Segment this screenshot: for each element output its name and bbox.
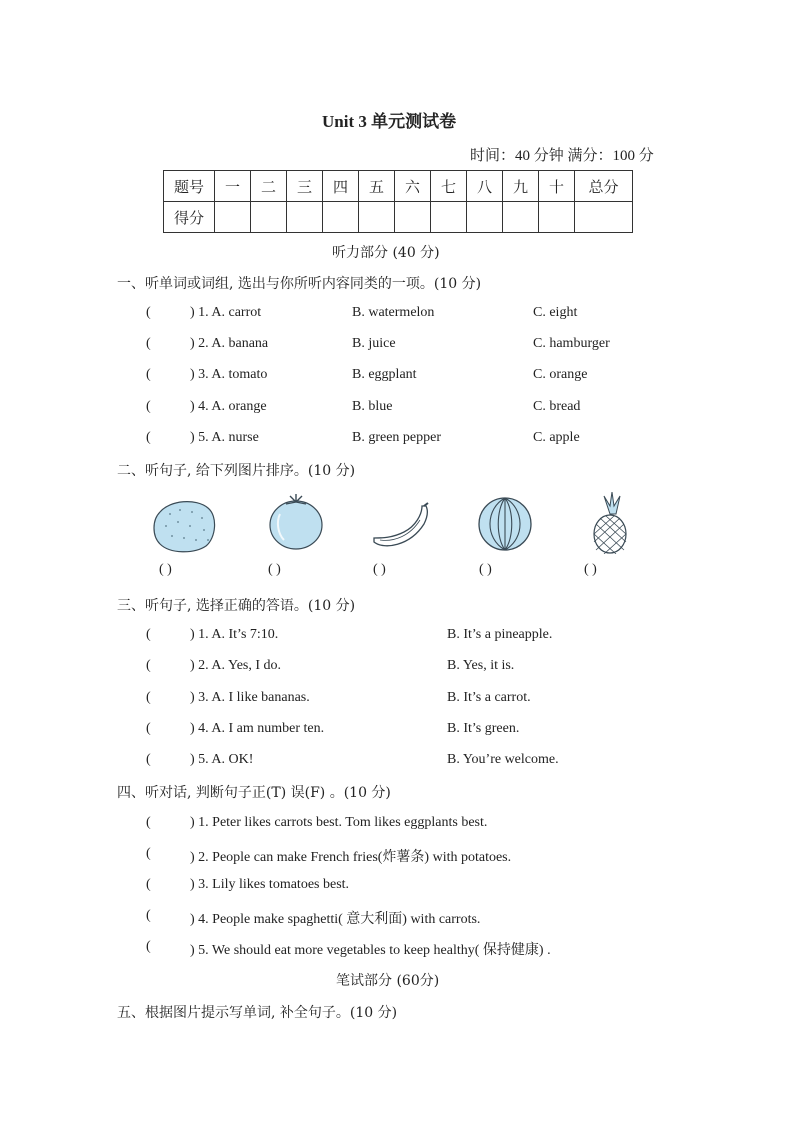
answer-paren[interactable]: ( <box>146 815 151 830</box>
statement-text: ) 1. Peter likes carrots best. Tom likes eggplants best. <box>190 815 488 830</box>
answer-paren[interactable]: ( <box>146 305 151 320</box>
question-option-b: B. watermelon <box>352 305 435 320</box>
question-option-a: ) 4. A. I am number ten. <box>190 721 325 736</box>
section-heading-writing: 笔试部分 (60分) <box>336 973 440 989</box>
answer-paren[interactable]: ( <box>146 877 151 892</box>
question-option-b: B. blue <box>352 399 393 414</box>
answer-paren[interactable]: ( <box>146 430 151 445</box>
table-cell: 二 <box>251 171 287 202</box>
statement-text: ) 5. We should eat more vegetables to keep healthy( 保持健康) . <box>190 943 551 958</box>
question-option-a: ) 2. A. banana <box>190 336 269 351</box>
banana-icon <box>370 502 432 552</box>
question-option-a: ) 3. A. I like bananas. <box>190 690 310 705</box>
pineapple-icon <box>590 492 630 554</box>
statement-text: ) 2. People can make French fries(炸薯条) with potatoes. <box>190 850 512 865</box>
answer-paren[interactable]: ( <box>146 399 151 414</box>
score-table-score-row <box>164 202 633 233</box>
question-option-a: ) 5. A. nurse <box>190 430 259 445</box>
score-input-cell[interactable] <box>431 202 467 233</box>
question-option-c: C. hamburger <box>533 336 610 351</box>
watermelon-icon <box>476 494 534 552</box>
part4-instruction: 四、听对话, 判断句子正(T) 误(F) 。(10 分) <box>117 785 391 801</box>
picture-order-paren[interactable]: ( ) <box>584 562 597 577</box>
statement-text: ) 4. People make spaghetti( 意大利面) with carrots. <box>190 912 481 927</box>
answer-paren[interactable]: ( <box>146 846 151 861</box>
score-input-cell[interactable] <box>395 202 431 233</box>
question-option-b: B. It’s a carrot. <box>447 690 531 705</box>
score-table-header-row <box>164 171 633 202</box>
table-cell: 九 <box>503 171 539 202</box>
time-info: 时间：40 分钟 满分：100 分 <box>470 148 654 164</box>
answer-paren[interactable]: ( <box>146 336 151 351</box>
question-option-b: B. Yes, it is. <box>447 658 515 673</box>
table-cell: 三 <box>287 171 323 202</box>
question-option-c: C. orange <box>533 367 588 382</box>
picture-order-paren[interactable]: ( ) <box>479 562 492 577</box>
question-option-c: C. apple <box>533 430 580 445</box>
question-option-c: C. eight <box>533 305 578 320</box>
question-option-a: ) 1. A. carrot <box>190 305 262 320</box>
table-cell: 十 <box>539 171 575 202</box>
answer-paren[interactable]: ( <box>146 367 151 382</box>
question-option-a: ) 4. A. orange <box>190 399 267 414</box>
table-cell: 题号 <box>164 171 215 202</box>
question-option-a: ) 2. A. Yes, I do. <box>190 658 282 673</box>
picture-order-paren[interactable]: ( ) <box>373 562 386 577</box>
question-option-b: B. juice <box>352 336 396 351</box>
table-cell: 四 <box>323 171 359 202</box>
table-cell: 五 <box>359 171 395 202</box>
score-input-cell[interactable] <box>359 202 395 233</box>
table-cell: 一 <box>215 171 251 202</box>
page-title: Unit 3 单元测试卷 <box>322 112 457 131</box>
picture-order-paren[interactable]: ( ) <box>159 562 172 577</box>
score-input-cell[interactable] <box>503 202 539 233</box>
question-option-b: B. green pepper <box>352 430 442 445</box>
table-cell: 总分 <box>575 171 633 202</box>
score-input-cell[interactable] <box>287 202 323 233</box>
table-cell: 六 <box>395 171 431 202</box>
score-input-cell[interactable] <box>539 202 575 233</box>
section-heading-listening: 听力部分 (40 分) <box>332 245 440 261</box>
tomato-icon <box>266 492 326 552</box>
part5-instruction: 五、根据图片提示写单词, 补全句子。(10 分) <box>117 1005 398 1021</box>
question-option-a: ) 3. A. tomato <box>190 367 268 382</box>
potato-icon <box>152 498 218 554</box>
score-table <box>163 170 633 233</box>
score-input-cell[interactable] <box>575 202 633 233</box>
question-option-a: ) 5. A. OK! <box>190 752 254 767</box>
question-option-c: C. bread <box>533 399 581 414</box>
question-option-b: B. eggplant <box>352 367 417 382</box>
question-option-a: ) 1. A. It’s 7:10. <box>190 627 279 642</box>
picture-order-paren[interactable]: ( ) <box>268 562 281 577</box>
answer-paren[interactable]: ( <box>146 690 151 705</box>
answer-paren[interactable]: ( <box>146 658 151 673</box>
score-input-cell[interactable] <box>215 202 251 233</box>
question-option-b: B. It’s green. <box>447 721 520 736</box>
score-input-cell[interactable] <box>251 202 287 233</box>
score-input-cell[interactable] <box>323 202 359 233</box>
answer-paren[interactable]: ( <box>146 908 151 923</box>
answer-paren[interactable]: ( <box>146 721 151 736</box>
part3-instruction: 三、听句子, 选择正确的答语。(10 分) <box>117 598 356 614</box>
table-cell: 七 <box>431 171 467 202</box>
score-input-cell[interactable] <box>467 202 503 233</box>
answer-paren[interactable]: ( <box>146 939 151 954</box>
table-cell: 得分 <box>164 202 215 233</box>
question-option-b: B. It’s a pineapple. <box>447 627 553 642</box>
question-option-b: B. You’re welcome. <box>447 752 559 767</box>
answer-paren[interactable]: ( <box>146 627 151 642</box>
part1-instruction: 一、听单词或词组, 选出与你所听内容同类的一项。(10 分) <box>117 276 482 292</box>
answer-paren[interactable]: ( <box>146 752 151 767</box>
part2-instruction: 二、听句子, 给下列图片排序。(10 分) <box>117 463 356 479</box>
statement-text: ) 3. Lily likes tomatoes best. <box>190 877 350 892</box>
table-cell: 八 <box>467 171 503 202</box>
